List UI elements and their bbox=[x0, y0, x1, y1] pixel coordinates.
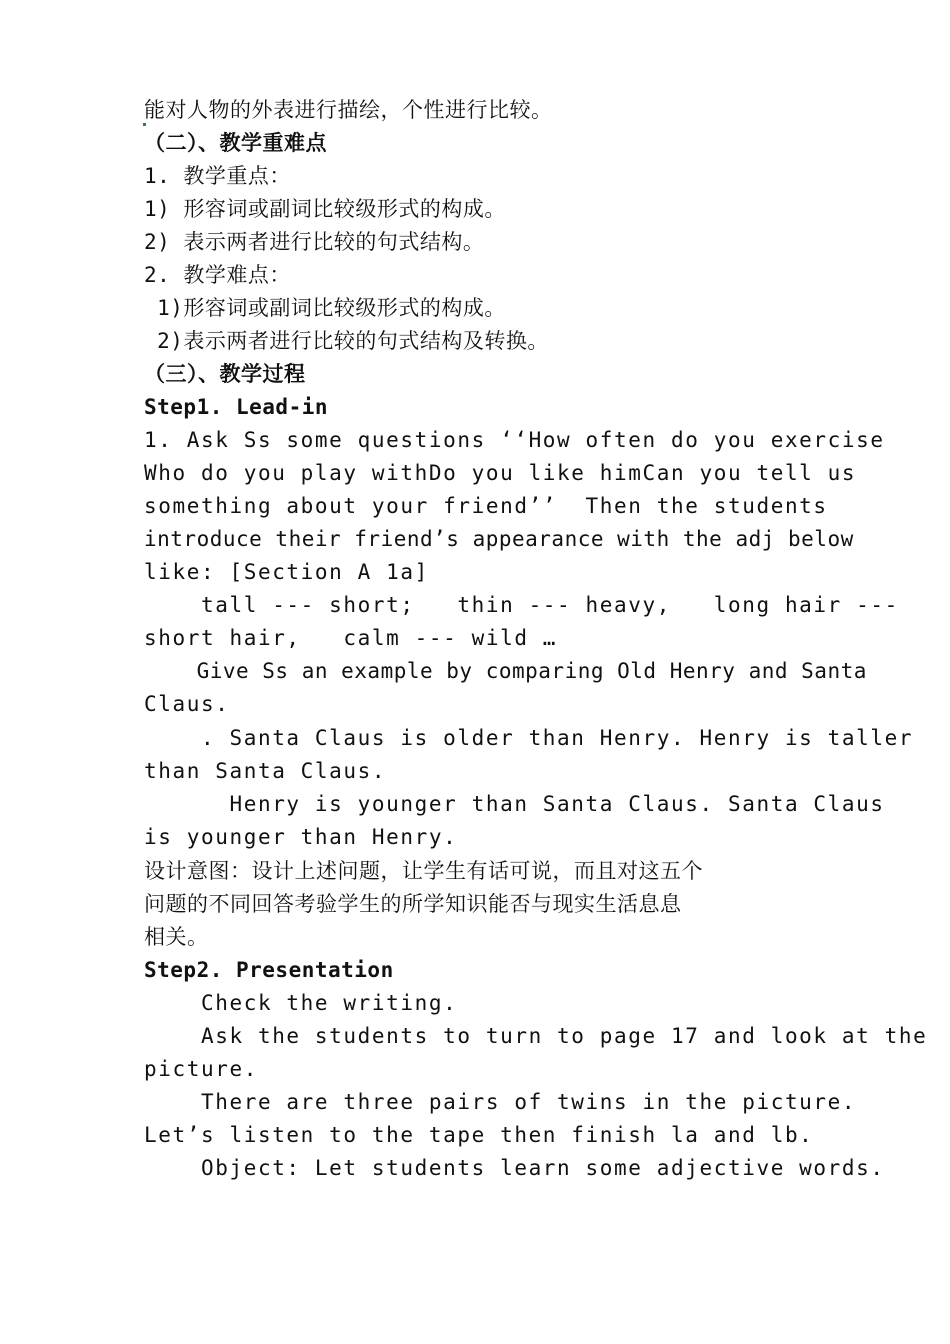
design-intent-line: 相关。 bbox=[144, 925, 209, 949]
subheading-difficulty: 2. 教学难点： bbox=[144, 263, 291, 287]
step1-heading: Step1. Lead-in bbox=[144, 395, 329, 419]
paragraph-line: Give Ss an example by comparing Old Henry and Santa bbox=[144, 659, 867, 683]
focus-item-1: 1) 形容词或副词比较级形式的构成。 bbox=[144, 197, 506, 221]
paragraph-line: Object: Let students learn some adjective words. bbox=[144, 1156, 885, 1180]
paragraph-line: than Santa Claus. bbox=[144, 759, 387, 783]
paragraph-line: Claus. bbox=[144, 692, 230, 716]
paragraph-line: like: [Section A 1a] bbox=[144, 560, 429, 584]
paragraph-line: is younger than Henry. bbox=[144, 825, 458, 849]
subheading-focus: 1. 教学重点： bbox=[144, 164, 291, 188]
design-intent-line: 问题的不同回答考验学生的所学知识能否与现实生活息息 bbox=[144, 892, 682, 916]
paragraph-line: Let’s listen to the tape then finish la and lb. bbox=[144, 1123, 814, 1147]
difficulty-item-1: 1)形容词或副词比较级形式的构成。 bbox=[144, 296, 506, 320]
paragraph-line: short hair, calm --- wild … bbox=[144, 626, 558, 650]
paragraph-line: tall --- short; thin --- heavy, long hair --- bbox=[144, 593, 899, 617]
design-intent-line: 设计意图：设计上述问题，让学生有话可说，而且对这五个 bbox=[144, 859, 703, 883]
paragraph-line: Who do you play withDo you like himCan you tell us bbox=[144, 461, 857, 485]
paragraph-line: picture. bbox=[144, 1057, 258, 1081]
paragraph-line: Henry is younger than Santa Claus. Santa Claus bbox=[144, 792, 885, 816]
paragraph-line: There are three pairs of twins in the picture. bbox=[144, 1090, 857, 1114]
paragraph-line: . Santa Claus is older than Henry. Henry is taller bbox=[144, 726, 914, 750]
intro-line: 能对人物的外表进行描绘，个性进行比较。 bbox=[144, 98, 553, 122]
section-heading-key-points: （二）、教学重难点 bbox=[144, 131, 327, 155]
paragraph-line: 1. Ask Ss some questions ‘‘How often do you exercise bbox=[144, 428, 885, 452]
paragraph-line: Check the writing. bbox=[144, 991, 458, 1015]
paragraph-line: Ask the students to turn to page 17 and look at the bbox=[144, 1024, 928, 1048]
step2-heading: Step2. Presentation bbox=[144, 958, 394, 982]
paragraph-line: introduce their friend’s appearance with the adj below bbox=[144, 527, 854, 551]
section-heading-process: （三）、教学过程 bbox=[144, 362, 306, 386]
focus-item-2: 2) 表示两者进行比较的句式结构。 bbox=[144, 230, 485, 254]
paragraph-line: something about your friend’’ Then the students bbox=[144, 494, 828, 518]
difficulty-item-2: 2)表示两者进行比较的句式结构及转换。 bbox=[144, 329, 549, 353]
